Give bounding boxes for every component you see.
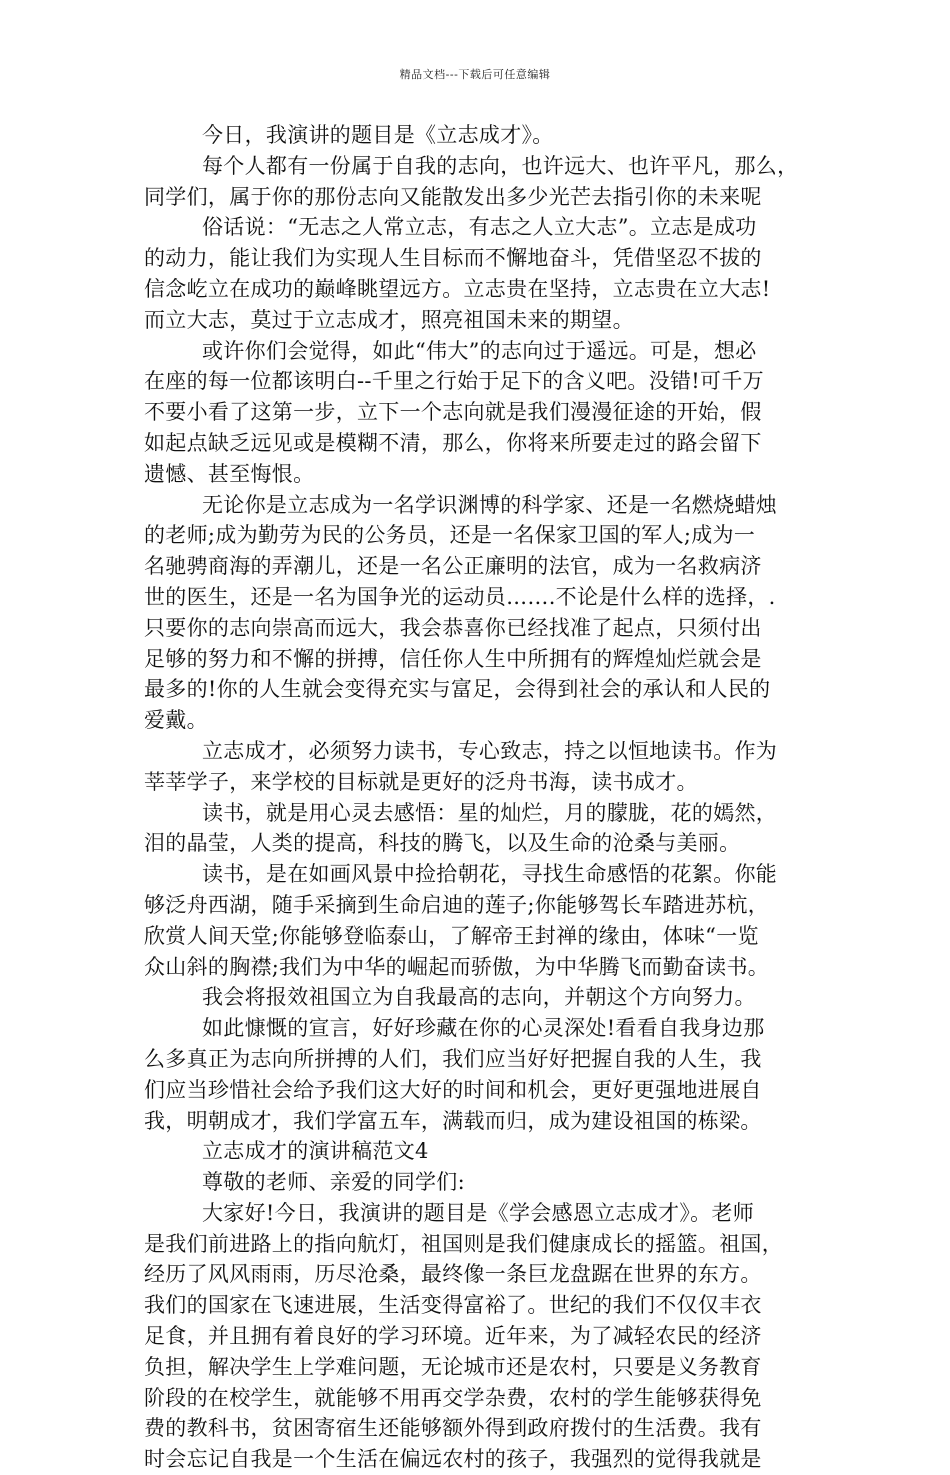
text-line: 费的教科书，贫困寄宿生还能够额外得到政府拨付的生活费。我有 [144, 1416, 762, 1441]
text-line: 爱戴。 [144, 708, 208, 733]
text-line: 我会将报效祖国立为自我最高的志向，并朝这个方向努力。 [202, 985, 756, 1010]
text-line: 们应当珍惜社会给予我们这大好的时间和机会，更好更强地进展自 [144, 1077, 762, 1102]
text-line: 只要你的志向崇高而远大，我会恭喜你已经找准了起点，只须付出 [144, 615, 762, 640]
text-line: 立志成才，必须努力读书，专心致志，持之以恒地读书。作为 [202, 738, 778, 763]
text-line: 每个人都有一份属于自我的志向，也许远大、也许平凡，那么， [202, 153, 799, 178]
text-line: 同学们，属于你的那份志向又能散发出多少光芒去指引你的未来呢 [144, 184, 762, 209]
text-line: 够泛舟西湖，随手采摘到生命启迪的莲子;你能够驾长车踏进苏杭， [144, 892, 770, 917]
page-header: 精品文档---下载后可任意编辑 [399, 68, 551, 81]
text-line: 我们的国家在飞速进展，生活变得富裕了。世纪的我们不仅仅丰衣 [144, 1293, 762, 1318]
text-line: 泪的晶莹，人类的提高，科技的腾飞，以及生命的沧桑与美丽。 [144, 831, 741, 856]
text-line: 时会忘记自我是一个生活在偏远农村的孩子，我强烈的觉得我就是 [144, 1447, 762, 1472]
text-line: 么多真正为志向所拼搏的人们，我们应当好好把握自我的人生，我 [144, 1046, 762, 1071]
text-line: 读书，就是用心灵去感悟：星的灿烂，月的朦胧，花的嫣然， [202, 800, 778, 825]
text-line: 足够的努力和不懈的拼搏，信任你人生中所拥有的辉煌灿烂就会是 [144, 646, 762, 671]
text-line: 而立大志，莫过于立志成才，照亮祖国未来的期望。 [144, 307, 634, 332]
text-line: 今日，我演讲的题目是《立志成才》。 [202, 123, 554, 147]
text-line: 不要小看了这第一步，立下一个志向就是我们漫漫征途的开始，假 [144, 400, 762, 425]
text-line: 俗话说：“无志之人常立志，有志之人立大志”。立志是成功 [202, 215, 757, 240]
text-line: 世的医生，还是一名为国争光的运动员…….不论是什么样的选择，. [144, 584, 776, 609]
text-line: 的动力，能让我们为实现人生目标而不懈地奋斗，凭借坚忍不拔的 [144, 246, 762, 271]
text-line: 阶段的在校学生，就能够不用再交学杂费，农村的学生能够获得免 [144, 1385, 762, 1410]
text-line: 无论你是立志成为一名学识渊博的科学家、还是一名燃烧蜡烛 [202, 492, 778, 517]
document-body [144, 120, 816, 1475]
text-line: 如起点缺乏远见或是模糊不清，那么，你将来所要走过的路会留下 [144, 430, 762, 455]
text-line: 莘莘学子，来学校的目标就是更好的泛舟书海，读书成才。 [144, 769, 698, 794]
text-line: 遗憾、甚至悔恨。 [144, 461, 315, 486]
text-line: 或许你们会觉得，如此“伟大”的志向过于遥远。可是，想必 [202, 338, 757, 363]
text-line: 名驰骋商海的弄潮儿，还是一名公正廉明的法官，成为一名救病济 [144, 554, 762, 579]
text-line: 的老师;成为勤劳为民的公务员，还是一名保家卫国的军人;成为一 [144, 523, 756, 548]
text-line: 如此慷慨的宣言，好好珍藏在你的心灵深处!看看自我身边那 [202, 1016, 765, 1041]
text-line: 大家好!今日，我演讲的题目是《学会感恩立志成才》。老师 [202, 1200, 755, 1225]
text-line: 在座的每一位都该明白--千里之行始于足下的含义吧。没错!可千万 [144, 369, 764, 394]
text-line: 尊敬的老师、亲爱的同学们: [202, 1170, 465, 1195]
text-line: 最多的!你的人生就会变得充实与富足，会得到社会的承认和人民的 [144, 677, 771, 702]
text-line: 立志成才的演讲稿范文4 [202, 1139, 429, 1164]
text-line: 负担，解决学生上学难问题，无论城市还是农村，只要是义务教育 [144, 1354, 762, 1379]
text-line: 我，明朝成才，我们学富五车，满载而归，成为建设祖国的栋梁。 [144, 1108, 762, 1133]
text-line: 读书，是在如画风景中捡拾朝花，寻找生命感悟的花絮。你能 [202, 862, 778, 887]
text-line: 经历了风风雨雨，历尽沧桑，最终像一条巨龙盘踞在世界的东方。 [144, 1262, 762, 1287]
text-line: 信念屹立在成功的巅峰眺望远方。立志贵在坚持，立志贵在立大志! [144, 276, 771, 301]
text-line: 是我们前进路上的指向航灯，祖国则是我们健康成长的摇篮。祖国， [144, 1231, 783, 1256]
text-line: 足食，并且拥有着良好的学习环境。近年来，为了减轻农民的经济 [144, 1324, 762, 1349]
text-line: 欣赏人间天堂;你能够登临泰山，了解帝王封禅的缘由，体味“一览 [144, 923, 759, 948]
text-line: 众山斜的胸襟;我们为中华的崛起而骄傲，为中华腾飞而勤奋读书。 [144, 954, 770, 979]
